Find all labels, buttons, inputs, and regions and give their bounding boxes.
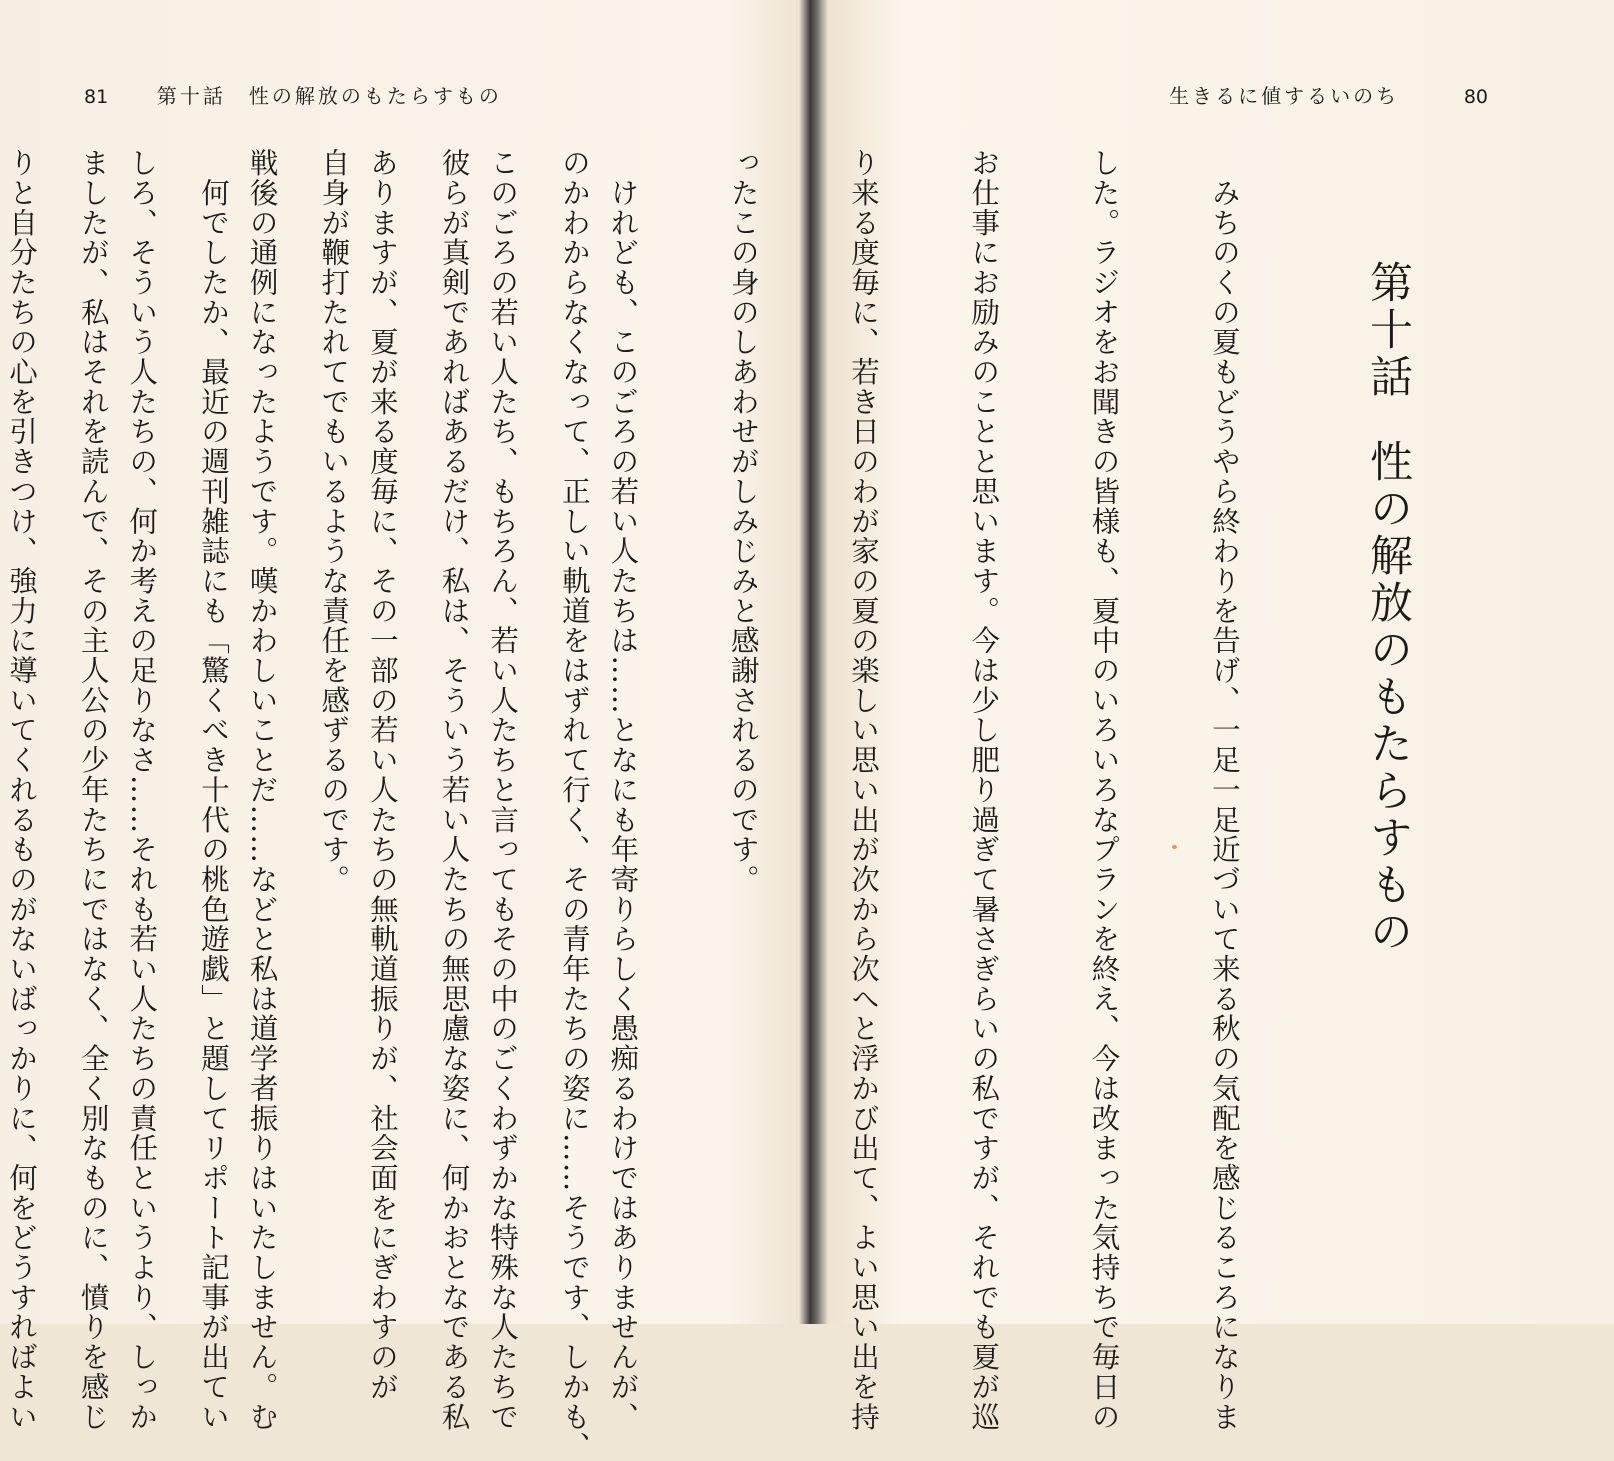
text-line: けれども、このごろの若い人たちは……となにも年寄りらしく愚痴るわけではありませんが、 xyxy=(606,148,640,1432)
text-line: お仕事にお励みのことと思います。今は少し肥り過ぎて暑さぎらいの私ですが、それでも夏が巡 xyxy=(967,148,1001,1432)
text-line: りと自分たちの心を引きつけ、強力に導いてくれるものがないばっかりに、何をどうすればよい xyxy=(5,148,38,1432)
text-line: 何でしたか、最近の週刊雑誌にも「驚くべき十代の桃色遊戯」と題してリポート記事が出てい xyxy=(196,148,230,1432)
text-line: ったこの身のしあわせがしみじみと感謝されるのです。 xyxy=(726,148,760,895)
chapter-number: 第十話 xyxy=(1363,260,1413,401)
text-line: ありますが、夏が来る度毎に、その一部の若い人たちの無軌道振りが、社会面をにぎわすのが xyxy=(365,148,399,1402)
text-line: のかわからなくなって、正しい軌道をはずれて行く、その青年たちの姿に……そうです、しかも、 xyxy=(557,148,591,1461)
text-line: みちのくの夏もどうやら終わりを告げ、一足一足近づいて来る秋の気配を感じるころになりま xyxy=(1207,148,1241,1432)
chapter-title: 性の解放のもたらすもの xyxy=(1363,439,1413,956)
text-line: このごろの若い人たち、もちろん、若い人たちと言ってもその中のごくわずかな特殊な人たちで xyxy=(486,148,520,1432)
text-line: 彼らが真剣であればあるだけ、私は、そういう若い人たちの無思慮な姿に、何かおとなである私 xyxy=(437,148,471,1432)
text-line: 自身が鞭打たれてでもいるような責任を感ずるのです。 xyxy=(317,148,351,895)
text-line: した。ラジオをお聞きの皆様も、夏中のいろいろなプランを終え、今は改まった気持ちで毎日の xyxy=(1087,148,1121,1432)
right-running-title: 生きるに値するいのち xyxy=(1169,84,1400,108)
left-running-title: 第十話 性の解放のもたらすもの xyxy=(156,84,502,108)
chapter-heading xyxy=(1358,260,1419,956)
left-running-header xyxy=(84,80,502,109)
text-line: り来る度毎に、若き日のわが家の夏の楽しい思い出が次から次へと浮かび出て、よい思い出を持 xyxy=(846,148,880,1432)
text-line: ましたが、私はそれを読んで、その主人公の少年たちにではなく、全く別なものに、憤りを感じ xyxy=(76,148,110,1432)
paper-speck xyxy=(1172,845,1177,849)
text-line: 戦後の通例になったようです。嘆かわしいことだ……などと私は道学者振りはいたしません。む xyxy=(245,148,279,1432)
left-page-number: 81 xyxy=(84,86,109,108)
text-line: しろ、そういう人たちの、何か考えの足りなさ……それも若い人たちの責任というより、しっか xyxy=(125,148,159,1432)
right-running-header xyxy=(1169,80,1488,109)
right-page-number: 80 xyxy=(1463,86,1488,108)
